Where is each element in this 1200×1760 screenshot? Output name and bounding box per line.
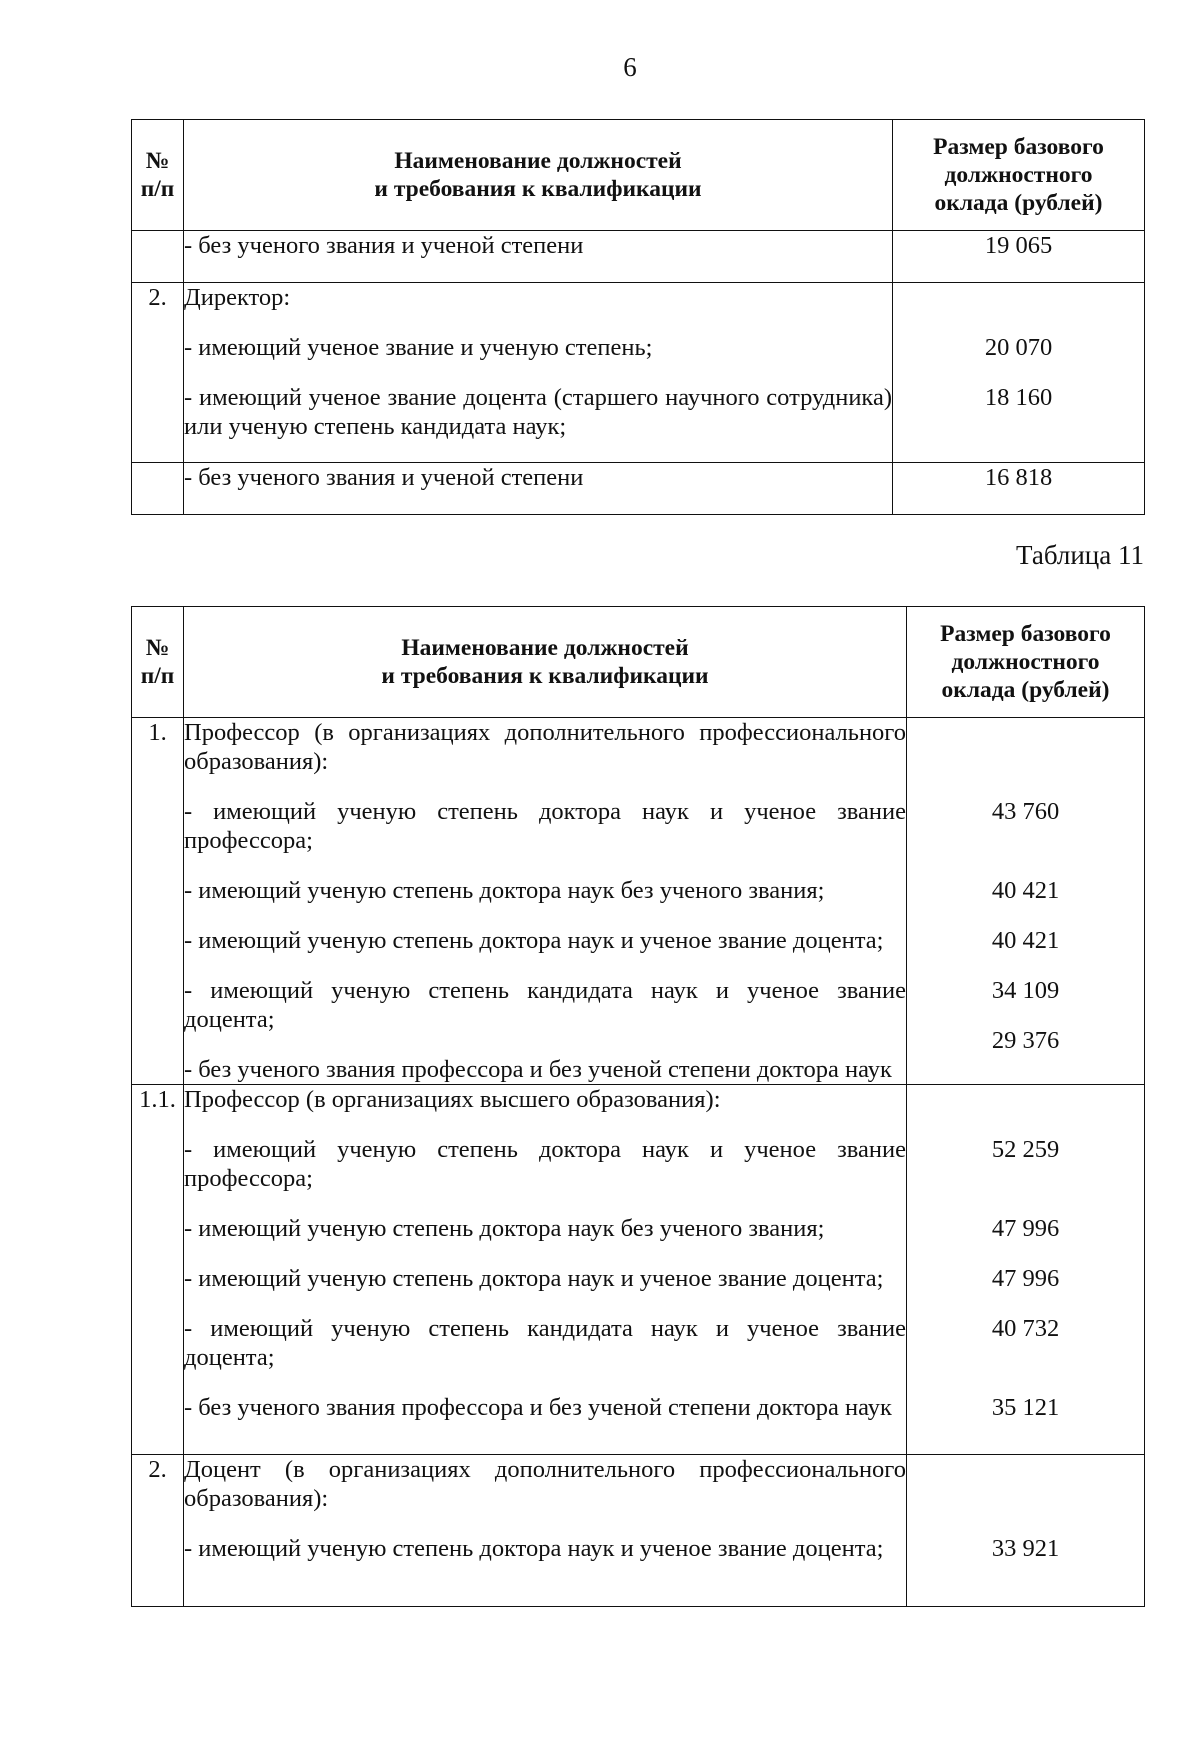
position-title: Профессор (в организациях высшего образования):	[184, 1086, 721, 1113]
row-description	[184, 231, 893, 283]
requirement-line: - имеющий ученое звание доцента (старшего научного сотрудника) или ученую степень кандидата наук;	[184, 384, 892, 440]
row-number: 2.	[132, 1455, 184, 1607]
row-description	[184, 718, 907, 1085]
row-description	[184, 463, 893, 515]
salary-value: 33 921	[991, 1535, 1060, 1562]
row-description	[184, 283, 893, 463]
salary-value	[907, 718, 1144, 776]
salary-value: 40 421	[991, 927, 1060, 954]
requirement-line: - без ученого звания профессора и без ученой степени доктора наук	[184, 1394, 892, 1421]
table-row	[132, 463, 1145, 515]
header-salary-line: Размер базового	[933, 134, 1104, 160]
salary-value: 18 160	[984, 384, 1053, 411]
requirement-line: - без ученого звания профессора и без ученой степени доктора наук	[184, 1056, 892, 1083]
table-row	[132, 231, 1145, 283]
salary-value: 40 732	[991, 1315, 1060, 1342]
header-name-line: и требования к квалификации	[381, 663, 709, 689]
table-header-row	[132, 607, 1145, 718]
header-salary-line: должностного	[951, 649, 1100, 675]
salary-value: 47 996	[991, 1265, 1060, 1292]
header-salary	[907, 607, 1145, 718]
salary-value: 34 109	[991, 977, 1060, 1004]
salary-value: 20 070	[984, 334, 1053, 361]
header-salary-line: Размер базового	[940, 621, 1111, 647]
header-position-name	[184, 607, 907, 718]
header-name-line: и требования к квалификации	[374, 176, 702, 202]
requirement-line: - имеющий ученую степень доктора наук и ученое звание доцента;	[184, 927, 884, 954]
table-row	[132, 1455, 1145, 1607]
header-number-line: п/п	[140, 176, 175, 202]
header-salary-line: должностного	[944, 162, 1093, 188]
salary-value: 52 259	[991, 1136, 1060, 1163]
row-salary	[907, 1455, 1145, 1607]
requirement-line: - имеющий ученую степень доктора наук без ученого звания;	[184, 877, 825, 904]
salary-value: 35 121	[991, 1394, 1060, 1421]
salary-value: 19 065	[984, 232, 1053, 259]
header-number	[132, 607, 184, 718]
header-number-line: п/п	[140, 663, 175, 689]
row-salary	[893, 231, 1145, 283]
requirement-line: - имеющий ученую степень кандидата наук и ученое звание доцента;	[184, 977, 906, 1033]
requirement-line: - имеющий ученую степень доктора наук и ученое звание профессора;	[184, 1136, 906, 1192]
header-salary-line: оклада (рублей)	[934, 190, 1103, 216]
header-number-line: №	[145, 148, 170, 174]
position-title: Доцент (в организациях дополнительного профессионального образования):	[184, 1456, 906, 1512]
header-salary	[893, 120, 1145, 231]
row-salary	[907, 1085, 1145, 1455]
salary-value	[907, 1455, 1144, 1513]
row-number	[132, 231, 184, 283]
header-number	[132, 120, 184, 231]
requirement-line: - имеющий ученую степень доктора наук без ученого звания;	[184, 1215, 825, 1242]
table-caption: Таблица 11	[1016, 540, 1144, 570]
salary-value: 40 421	[991, 877, 1060, 904]
header-position-name	[184, 120, 893, 231]
row-description	[184, 1455, 907, 1607]
row-number	[132, 463, 184, 515]
position-title: Профессор (в организациях дополнительного профессионального образования):	[184, 719, 906, 775]
table-row	[132, 718, 1145, 1085]
header-number-line: №	[145, 635, 170, 661]
requirement-line: - имеющий ученую степень доктора наук и ученое звание профессора;	[184, 798, 906, 854]
requirement-line: - без ученого звания и ученой степени	[184, 464, 584, 491]
header-name-line: Наименование должностей	[401, 635, 689, 661]
salary-value: 16 818	[984, 464, 1053, 491]
requirement-line: - имеющий ученую степень доктора наук и ученое звание доцента;	[184, 1265, 884, 1292]
salary-value	[907, 1085, 1144, 1114]
row-description	[184, 1085, 907, 1455]
table-header-row	[132, 120, 1145, 231]
requirement-line: - имеющий ученую степень кандидата наук и ученое звание доцента;	[184, 1315, 906, 1371]
header-name-line: Наименование должностей	[394, 148, 682, 174]
row-salary	[893, 463, 1145, 515]
page-number: 6	[623, 52, 637, 82]
row-salary	[893, 283, 1145, 463]
requirement-line: - без ученого звания и ученой степени	[184, 232, 584, 259]
row-number: 2.	[132, 283, 184, 463]
salary-value: 43 760	[991, 798, 1060, 825]
header-salary-line: оклада (рублей)	[941, 677, 1110, 703]
requirement-line: - имеющий ученую степень доктора наук и ученое звание доцента;	[184, 1535, 884, 1562]
row-salary	[907, 718, 1145, 1085]
row-number: 1.	[132, 718, 184, 1085]
row-number: 1.1.	[132, 1085, 184, 1455]
salary-value	[893, 283, 1144, 312]
position-title: Директор:	[184, 284, 291, 311]
salary-table-11	[131, 606, 1145, 1607]
salary-value: 29 376	[991, 1027, 1060, 1054]
salary-value: 47 996	[991, 1215, 1060, 1242]
table-row	[132, 283, 1145, 463]
requirement-line: - имеющий ученое звание и ученую степень;	[184, 334, 653, 361]
salary-table-continued	[131, 119, 1145, 515]
table-row	[132, 1085, 1145, 1455]
